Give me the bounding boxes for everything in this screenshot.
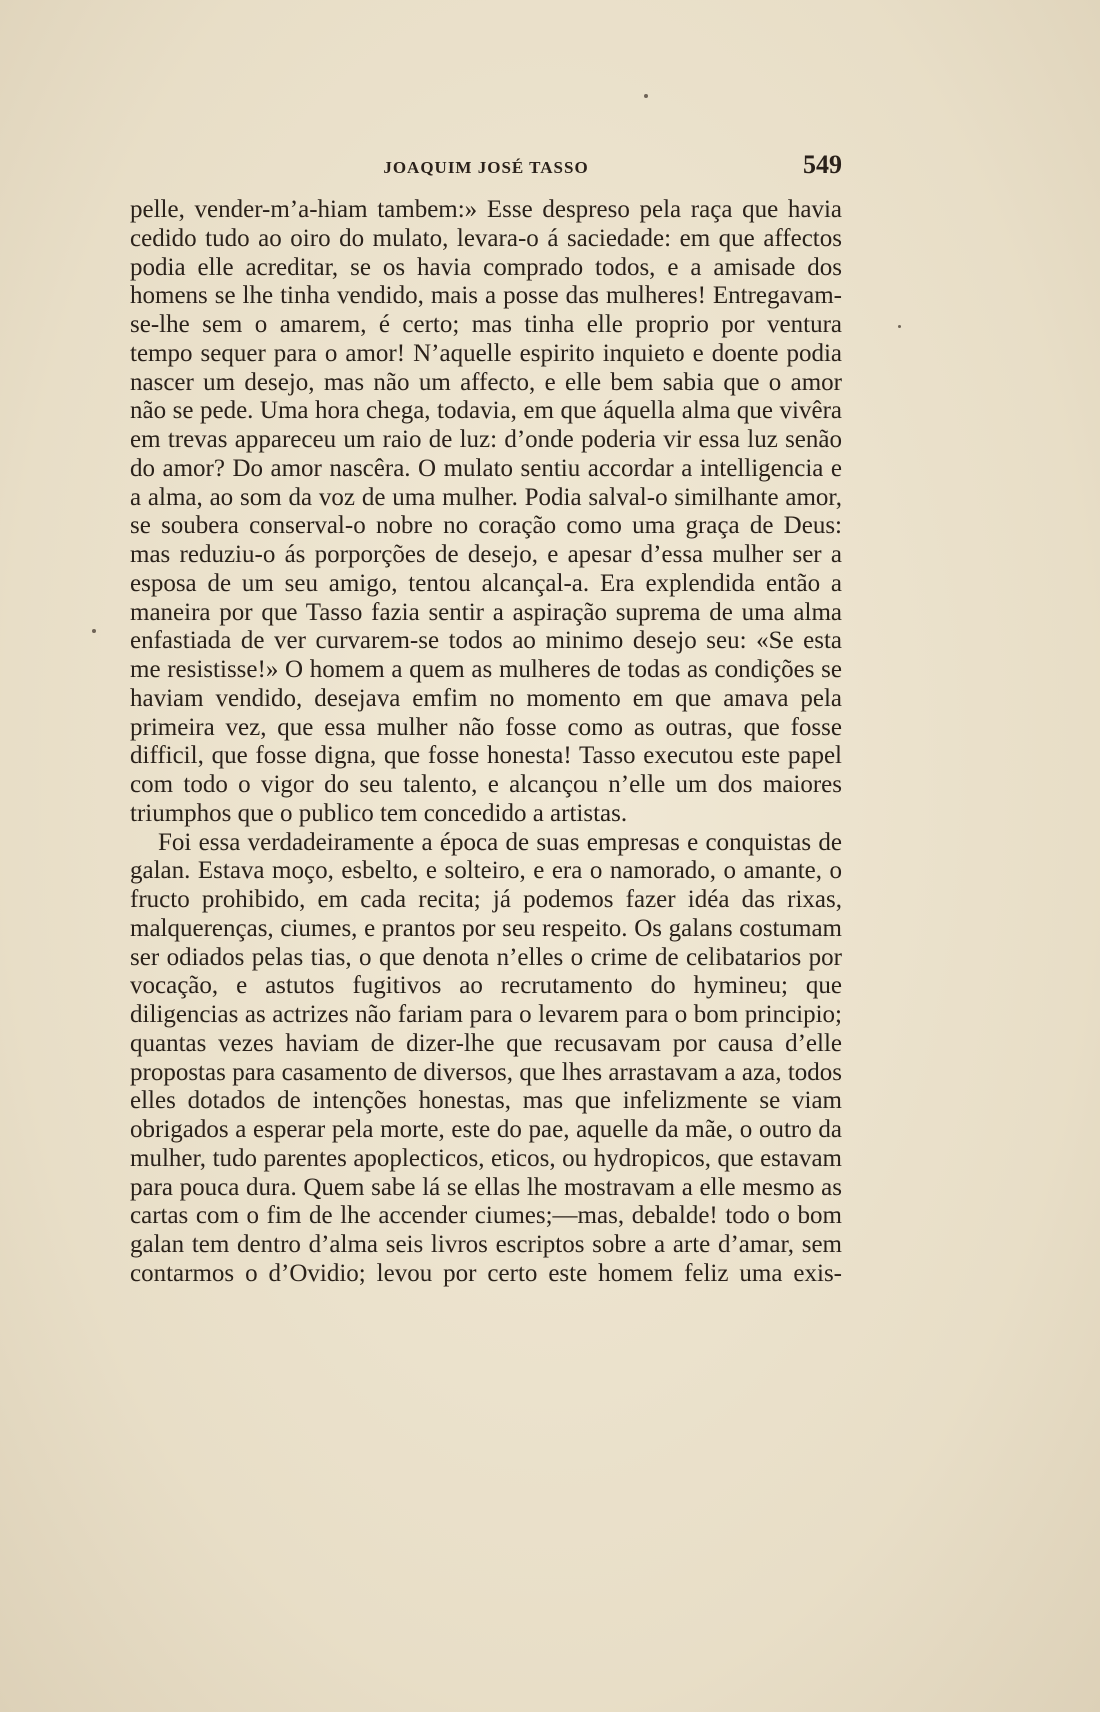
page-number: 549 [803,150,842,179]
paragraph: pelle, vender-m’a-hiam tambem:» Esse despreso pela raça que havia cedido tudo ao oiro do mulato, levara-o á saciedade: em que affectos podia elle acreditar, se os havia comprado todos, e a amisade dos homens se lhe tinha vendido, mais a posse das mulheres! Entregavam-se-lhe sem o amarem, é certo; mas tinha elle proprio por ventura tempo sequer para o amor! N’aquelle espirito inquieto e doente podia nascer um desejo, mas não um affecto, e elle bem sabia que o amor não se pede. Uma hora chega, todavia, em que áquella alma que vivêra em trevas appareceu um raio de luz: d’onde poderia vir essa luz senão do amor? Do amor nascêra. O mulato sentiu accordar a intelligencia e a alma, ao som da voz de uma mulher. Podia salval-o similhante amor, se soubera conserval-o nobre no coração como uma graça de Deus: mas reduziu-o ás porporções de desejo, e apesar d’essa mulher ser a esposa de um seu amigo, tentou alcançal-a. Era explendida então a maneira por que Tasso fazia sentir a aspiração suprema de uma alma enfastiada de ver curvarem-se todos ao minimo desejo seu: «Se esta me resistisse!» O homem a quem as mulheres de todas as condições se haviam vendido, desejava emfim no momento em que amava pela primeira vez, que essa mulher não fosse como as outras, que fosse difficil, que fosse digna, que fosse honesta! Tasso executou este papel com todo o vigor do seu talento, e alcançou n’elle um dos maiores triumphos que o publico tem concedido a artistas. [130,196,842,827]
page-header [130,150,842,186]
running-title: JOAQUIM JOSÉ TASSO [383,158,589,177]
body-text [130,196,842,1289]
ink-speck [644,94,648,98]
ink-speck [898,325,901,328]
ink-speck [92,629,96,633]
paragraph: Foi essa verdadeiramente a época de suas empresas e conquistas de galan. Estava moço, esbelto, e solteiro, e era o namorado, o amante, o fructo prohibido, em cada recita; já podemos fazer idéa das rixas, malquerenças, ciumes, e prantos por seu respeito. Os galans costumam ser odiados pelas tias, o que denota n’elles o crime de celibatarios por vocação, e astutos fugitivos ao recrutamento do hymineu; que diligencias as actrizes não fariam para o levarem para o bom principio; quantas vezes haviam de dizer-lhe que recusavam por causa d’elle propostas para casamento de diversos, que lhes arrastavam a aza, todos elles dotados de intenções honestas, mas que infelizmente se viam obrigados a esperar pela morte, este do pae, aquelle da mãe, o outro da mulher, tudo parentes apoplecticos, eticos, ou hydropicos, que estavam para pouca dura. Quem sabe lá se ellas lhe mostravam a elle mesmo as cartas com o fim de lhe accender ciumes;—mas, debalde! todo o bom galan tem dentro d’alma seis livros escriptos sobre a arte d’amar, sem contarmos o d’Ovidio; levou por certo este homem feliz uma exis- [130,828,842,1287]
